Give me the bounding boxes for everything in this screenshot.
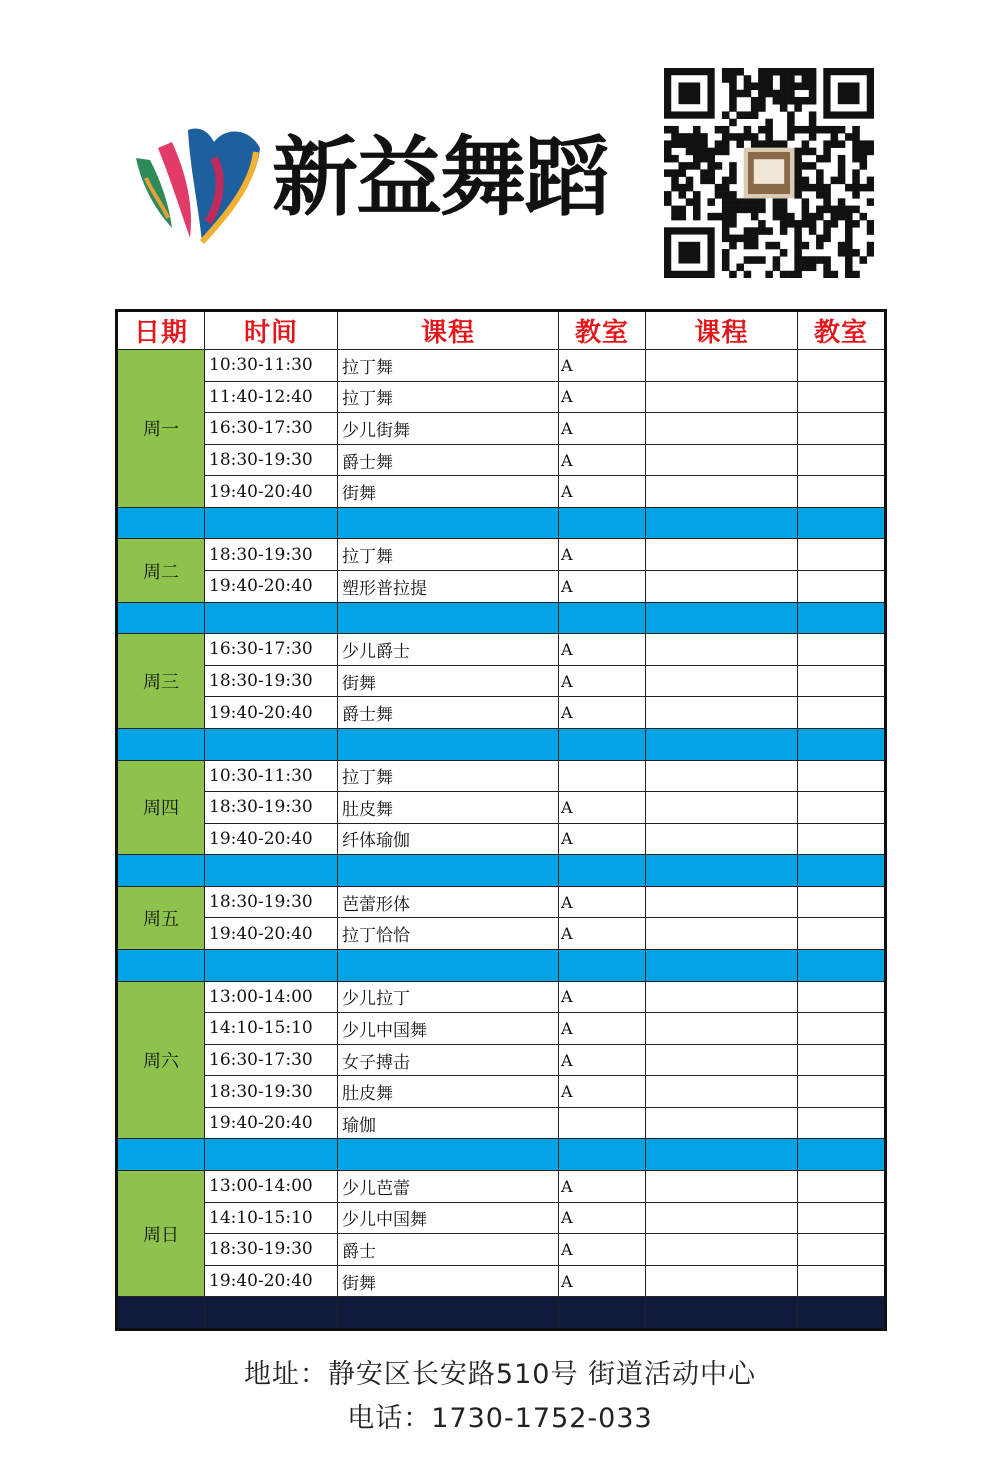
separator-cell xyxy=(646,855,798,887)
course-cell: 女子搏击 xyxy=(338,1044,559,1076)
separator-cell xyxy=(117,949,205,981)
room-cell-2 xyxy=(798,1107,886,1139)
table-row xyxy=(117,760,886,792)
table-row xyxy=(117,571,886,603)
time-cell: 19:40-20:40 xyxy=(205,1107,338,1139)
footer-address: 地址：静安区长安路510号 街道活动中心 xyxy=(243,1359,757,1390)
class-schedule-table xyxy=(115,309,887,1331)
course-cell-2 xyxy=(646,1265,798,1297)
header-course-2: 课程 xyxy=(646,311,798,350)
time-cell: 18:30-19:30 xyxy=(205,1234,338,1266)
course-cell-2 xyxy=(646,350,798,382)
time-cell: 10:30-11:30 xyxy=(205,760,338,792)
separator-cell xyxy=(338,855,559,887)
time-cell: 16:30-17:30 xyxy=(205,413,338,445)
course-cell-2 xyxy=(646,1013,798,1045)
time-cell: 14:10-15:10 xyxy=(205,1013,338,1045)
separator-cell xyxy=(117,1297,205,1330)
table-row xyxy=(117,634,886,666)
separator-cell xyxy=(117,1139,205,1171)
room-cell xyxy=(559,1107,646,1139)
separator-cell xyxy=(646,507,798,539)
header-date: 日期 xyxy=(117,311,205,350)
table-row xyxy=(117,918,886,950)
course-cell: 少儿街舞 xyxy=(338,413,559,445)
course-cell: 少儿中国舞 xyxy=(338,1013,559,1045)
time-cell: 16:30-17:30 xyxy=(205,1044,338,1076)
table-row xyxy=(117,665,886,697)
header-course: 课程 xyxy=(338,311,559,350)
room-cell: A xyxy=(559,381,646,413)
room-cell: A xyxy=(559,792,646,824)
course-cell: 塑形普拉提 xyxy=(338,571,559,603)
course-cell: 街舞 xyxy=(338,1265,559,1297)
course-cell: 瑜伽 xyxy=(338,1107,559,1139)
table-row xyxy=(117,1265,886,1297)
course-cell: 拉丁舞 xyxy=(338,381,559,413)
room-cell: A xyxy=(559,1076,646,1108)
day-cell: 周二 xyxy=(117,539,205,602)
separator-cell xyxy=(205,949,338,981)
qr-code-icon xyxy=(664,68,874,278)
time-cell: 18:30-19:30 xyxy=(205,792,338,824)
brand-name: 新益舞蹈 xyxy=(272,128,608,228)
time-cell: 18:30-19:30 xyxy=(205,1076,338,1108)
room-cell: A xyxy=(559,1265,646,1297)
table-row xyxy=(117,413,886,445)
course-cell-2 xyxy=(646,539,798,571)
room-cell: A xyxy=(559,539,646,571)
course-cell-2 xyxy=(646,697,798,729)
room-cell: A xyxy=(559,823,646,855)
room-cell-2 xyxy=(798,634,886,666)
time-cell: 19:40-20:40 xyxy=(205,1265,338,1297)
separator-cell xyxy=(559,602,646,634)
separator-cell xyxy=(646,728,798,760)
time-cell: 16:30-17:30 xyxy=(205,634,338,666)
room-cell-2 xyxy=(798,792,886,824)
time-cell: 19:40-20:40 xyxy=(205,918,338,950)
room-cell: A xyxy=(559,350,646,382)
course-cell-2 xyxy=(646,381,798,413)
course-cell-2 xyxy=(646,1044,798,1076)
course-cell: 少儿拉丁 xyxy=(338,981,559,1013)
course-cell-2 xyxy=(646,981,798,1013)
time-cell: 18:30-19:30 xyxy=(205,665,338,697)
separator-cell xyxy=(559,1139,646,1171)
course-cell: 肚皮舞 xyxy=(338,792,559,824)
table-row xyxy=(117,539,886,571)
header-room: 教室 xyxy=(559,311,646,350)
course-cell: 爵士舞 xyxy=(338,697,559,729)
room-cell: A xyxy=(559,634,646,666)
day-cell: 周日 xyxy=(117,1171,205,1297)
time-cell: 18:30-19:30 xyxy=(205,444,338,476)
room-cell: A xyxy=(559,1044,646,1076)
day-cell: 周一 xyxy=(117,350,205,508)
separator-cell xyxy=(798,855,886,887)
room-cell-2 xyxy=(798,539,886,571)
course-cell: 拉丁舞 xyxy=(338,350,559,382)
room-cell-2 xyxy=(798,1044,886,1076)
course-cell-2 xyxy=(646,1202,798,1234)
room-cell: A xyxy=(559,1171,646,1203)
table-row xyxy=(117,476,886,508)
room-cell-2 xyxy=(798,1013,886,1045)
separator-cell xyxy=(798,602,886,634)
separator-cell xyxy=(205,1297,338,1330)
room-cell: A xyxy=(559,1234,646,1266)
room-cell-2 xyxy=(798,697,886,729)
separator-cell xyxy=(117,855,205,887)
separator-cell xyxy=(205,1139,338,1171)
day-cell: 周三 xyxy=(117,634,205,729)
brand-logo-icon xyxy=(128,118,268,246)
course-cell: 芭蕾形体 xyxy=(338,886,559,918)
separator-cell xyxy=(338,1297,559,1330)
course-cell-2 xyxy=(646,823,798,855)
separator-cell xyxy=(559,728,646,760)
separator-cell xyxy=(205,507,338,539)
separator-cell xyxy=(117,602,205,634)
day-cell: 周四 xyxy=(117,760,205,855)
separator-cell xyxy=(798,728,886,760)
course-cell-2 xyxy=(646,792,798,824)
room-cell-2 xyxy=(798,1234,886,1266)
table-row xyxy=(117,697,886,729)
course-cell: 纤体瑜伽 xyxy=(338,823,559,855)
separator-cell xyxy=(798,1297,886,1330)
footer-phone: 电话：1730-1752-033 xyxy=(347,1403,653,1434)
room-cell: A xyxy=(559,571,646,603)
room-cell-2 xyxy=(798,350,886,382)
room-cell: A xyxy=(559,1013,646,1045)
separator-cell xyxy=(338,949,559,981)
separator-row xyxy=(117,949,886,981)
course-cell-2 xyxy=(646,476,798,508)
room-cell-2 xyxy=(798,1171,886,1203)
table-row xyxy=(117,1171,886,1203)
table-row xyxy=(117,886,886,918)
room-cell-2 xyxy=(798,1202,886,1234)
room-cell: A xyxy=(559,413,646,445)
separator-cell xyxy=(117,507,205,539)
course-cell: 爵士舞 xyxy=(338,444,559,476)
separator-cell xyxy=(798,1139,886,1171)
separator-cell xyxy=(338,728,559,760)
separator-cell xyxy=(117,728,205,760)
table-row xyxy=(117,792,886,824)
course-cell-2 xyxy=(646,918,798,950)
course-cell-2 xyxy=(646,571,798,603)
room-cell-2 xyxy=(798,1265,886,1297)
table-row xyxy=(117,823,886,855)
separator-cell xyxy=(798,507,886,539)
room-cell-2 xyxy=(798,886,886,918)
table-row xyxy=(117,1013,886,1045)
course-cell: 肚皮舞 xyxy=(338,1076,559,1108)
separator-cell xyxy=(559,1297,646,1330)
separator-cell xyxy=(559,855,646,887)
time-cell: 13:00-14:00 xyxy=(205,1171,338,1203)
separator-row xyxy=(117,855,886,887)
separator-cell xyxy=(338,1139,559,1171)
course-cell: 少儿芭蕾 xyxy=(338,1171,559,1203)
room-cell-2 xyxy=(798,760,886,792)
footer-band-row xyxy=(117,1297,886,1330)
separator-row xyxy=(117,728,886,760)
header-room-2: 教室 xyxy=(798,311,886,350)
separator-cell xyxy=(205,855,338,887)
table-row xyxy=(117,981,886,1013)
room-cell-2 xyxy=(798,665,886,697)
separator-cell xyxy=(205,602,338,634)
time-cell: 11:40-12:40 xyxy=(205,381,338,413)
separator-cell xyxy=(798,949,886,981)
room-cell: A xyxy=(559,665,646,697)
separator-cell xyxy=(646,602,798,634)
table-row xyxy=(117,1076,886,1108)
course-cell-2 xyxy=(646,1171,798,1203)
room-cell-2 xyxy=(798,413,886,445)
time-cell: 19:40-20:40 xyxy=(205,823,338,855)
time-cell: 19:40-20:40 xyxy=(205,697,338,729)
time-cell: 19:40-20:40 xyxy=(205,476,338,508)
separator-cell xyxy=(646,1139,798,1171)
room-cell: A xyxy=(559,1202,646,1234)
table-row xyxy=(117,444,886,476)
course-cell-2 xyxy=(646,665,798,697)
course-cell: 拉丁舞 xyxy=(338,760,559,792)
room-cell-2 xyxy=(798,476,886,508)
separator-row xyxy=(117,602,886,634)
course-cell-2 xyxy=(646,634,798,666)
separator-cell xyxy=(559,949,646,981)
room-cell-2 xyxy=(798,381,886,413)
course-cell-2 xyxy=(646,1234,798,1266)
table-row xyxy=(117,1234,886,1266)
table-row xyxy=(117,1107,886,1139)
course-cell-2 xyxy=(646,760,798,792)
time-cell: 10:30-11:30 xyxy=(205,350,338,382)
course-cell: 拉丁恰恰 xyxy=(338,918,559,950)
room-cell-2 xyxy=(798,981,886,1013)
room-cell: A xyxy=(559,918,646,950)
time-cell: 13:00-14:00 xyxy=(205,981,338,1013)
course-cell-2 xyxy=(646,886,798,918)
course-cell-2 xyxy=(646,1076,798,1108)
room-cell-2 xyxy=(798,571,886,603)
separator-cell xyxy=(646,1297,798,1330)
room-cell: A xyxy=(559,476,646,508)
room-cell-2 xyxy=(798,444,886,476)
room-cell-2 xyxy=(798,918,886,950)
time-cell: 14:10-15:10 xyxy=(205,1202,338,1234)
separator-row xyxy=(117,507,886,539)
table-row xyxy=(117,350,886,382)
separator-row xyxy=(117,1139,886,1171)
course-cell-2 xyxy=(646,1107,798,1139)
table-row xyxy=(117,381,886,413)
room-cell: A xyxy=(559,697,646,729)
separator-cell xyxy=(205,728,338,760)
day-cell: 周六 xyxy=(117,981,205,1139)
room-cell-2 xyxy=(798,823,886,855)
room-cell: A xyxy=(559,444,646,476)
course-cell: 拉丁舞 xyxy=(338,539,559,571)
room-cell: A xyxy=(559,981,646,1013)
day-cell: 周五 xyxy=(117,886,205,949)
course-cell: 爵士 xyxy=(338,1234,559,1266)
time-cell: 19:40-20:40 xyxy=(205,571,338,603)
header-time: 时间 xyxy=(205,311,338,350)
room-cell: A xyxy=(559,886,646,918)
separator-cell xyxy=(559,507,646,539)
course-cell: 街舞 xyxy=(338,476,559,508)
course-cell: 街舞 xyxy=(338,665,559,697)
course-cell: 少儿中国舞 xyxy=(338,1202,559,1234)
course-cell-2 xyxy=(646,413,798,445)
table-row xyxy=(117,1044,886,1076)
time-cell: 18:30-19:30 xyxy=(205,539,338,571)
course-cell: 少儿爵士 xyxy=(338,634,559,666)
table-header-row xyxy=(117,311,886,350)
room-cell xyxy=(559,760,646,792)
separator-cell xyxy=(646,949,798,981)
separator-cell xyxy=(338,602,559,634)
table-row xyxy=(117,1202,886,1234)
room-cell-2 xyxy=(798,1076,886,1108)
separator-cell xyxy=(338,507,559,539)
course-cell-2 xyxy=(646,444,798,476)
time-cell: 18:30-19:30 xyxy=(205,886,338,918)
